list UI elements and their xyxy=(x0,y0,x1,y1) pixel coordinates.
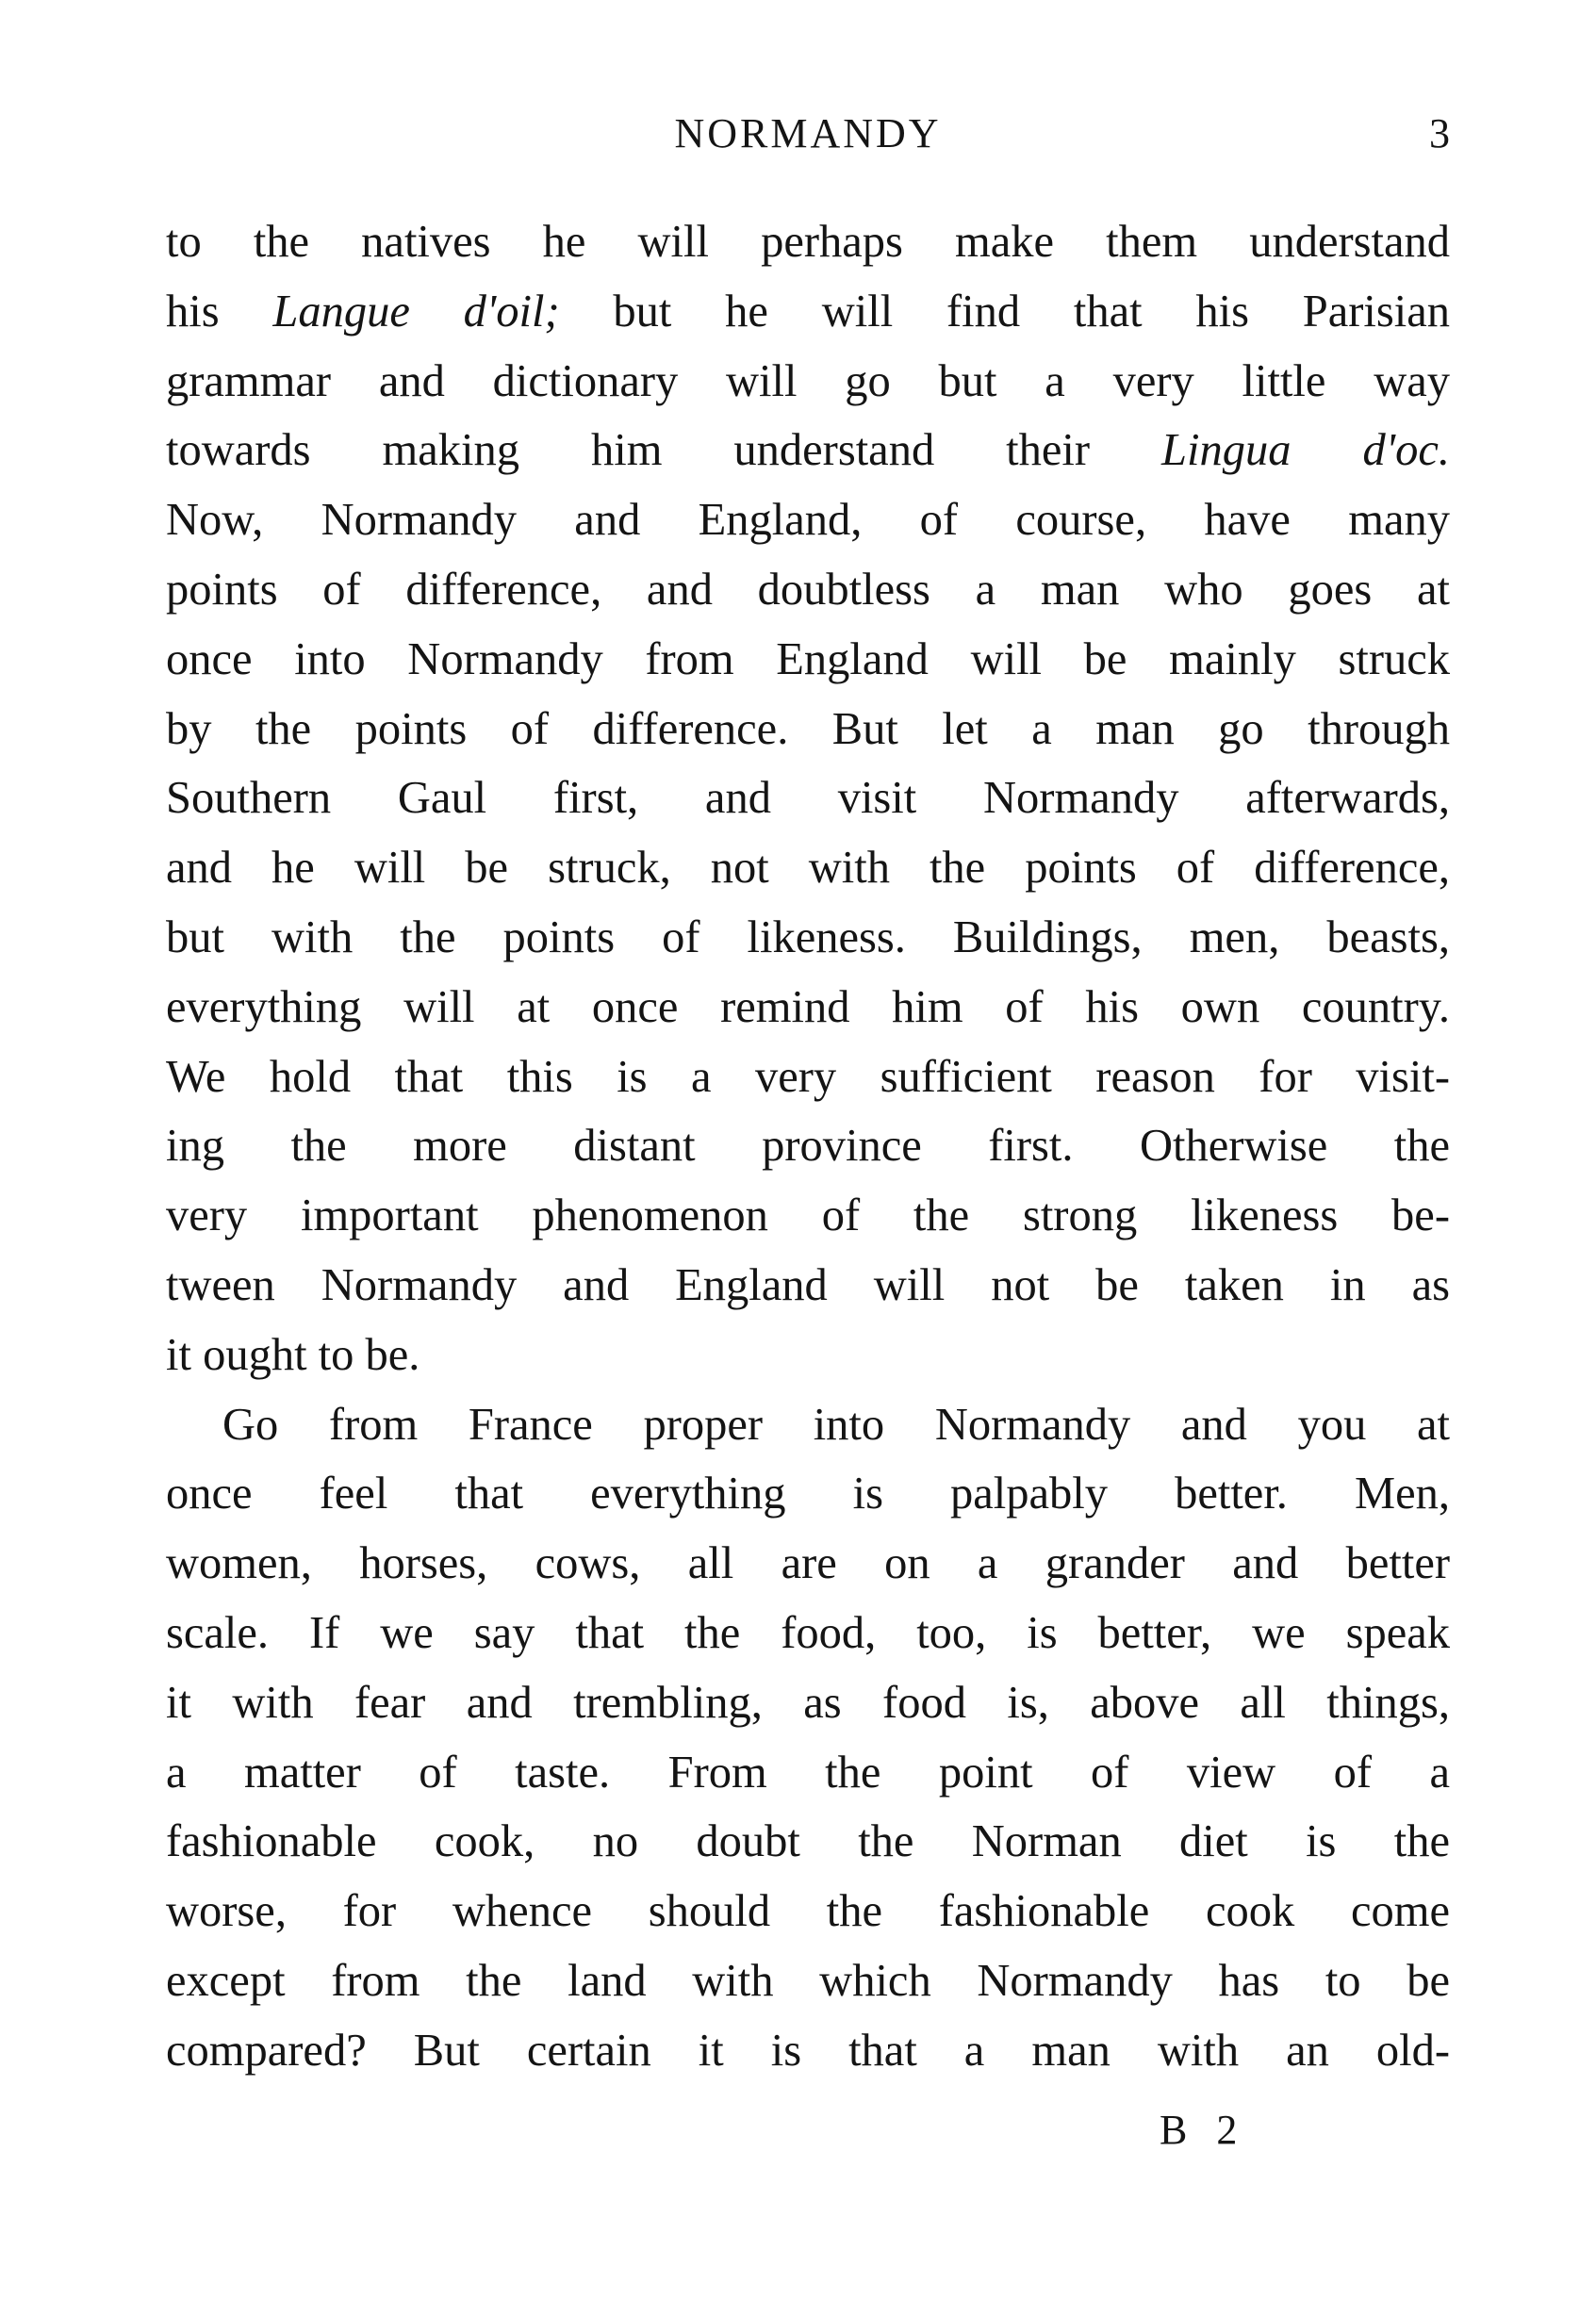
text-line xyxy=(166,277,1450,347)
text-line: grammar and dictionary will go but a very little way xyxy=(166,355,1450,406)
text-line-last: it ought to be. xyxy=(166,1329,420,1380)
text-line: everything will at once remind him of his own country. xyxy=(166,981,1450,1032)
paragraph-1 xyxy=(166,207,1450,1390)
text-line: once feel that everything is palpably better. Men, xyxy=(166,1469,1450,1519)
text-fragment: but he will find that his Parisian xyxy=(559,286,1451,337)
text-line: by the points of difference. But let a man go through xyxy=(166,703,1450,754)
text-line: Southern Gaul first, and visit Normandy afterwards, xyxy=(166,773,1450,824)
text-line-indented: Go from France proper into Normandy and you at xyxy=(222,1399,1450,1450)
running-head xyxy=(166,106,1450,162)
running-title: NORMANDY xyxy=(674,110,942,156)
text-line: except from the land with which Normandy has to be xyxy=(166,1955,1450,2006)
signature-mark: B 2 xyxy=(1160,2107,1247,2153)
text-line: to the natives he will perhaps make them understand xyxy=(166,217,1450,267)
text-line: once into Normandy from England will be mainly struck xyxy=(166,633,1450,684)
italic-term-lingua-doc: Lingua d'oc. xyxy=(1161,425,1450,476)
text-line: Now, Normandy and England, of course, have many xyxy=(166,495,1450,546)
text-line: women, horses, cows, all are on a grander and better xyxy=(166,1538,1450,1589)
text-fragment: towards making him understand their xyxy=(166,425,1162,476)
text-line: scale. If we say that the food, too, is better, we speak xyxy=(166,1607,1450,1658)
text-line: very important phenomenon of the strong likeness be- xyxy=(166,1191,1450,1241)
italic-term-langue-doil: Langue d'oil; xyxy=(272,286,560,337)
paragraph-2 xyxy=(166,1390,1450,2086)
text-line: a matter of taste. From the point of view of a xyxy=(166,1747,1450,1798)
page-number: 3 xyxy=(1429,110,1450,156)
text-line: it with fear and trembling, as food is, above all things, xyxy=(166,1677,1450,1728)
text-line: compared? But certain it is that a man with an old- xyxy=(166,2025,1450,2076)
text-line: ing the more distant province first. Otherwise the xyxy=(166,1121,1450,1172)
body-text xyxy=(166,207,1450,2086)
text-line: tween Normandy and England will not be taken in as xyxy=(166,1259,1450,1310)
text-line: points of difference, and doubtless a man who goes at xyxy=(166,564,1450,615)
text-line xyxy=(166,416,1450,485)
text-line: but with the points of likeness. Buildings, men, beasts, xyxy=(166,911,1450,962)
text-line: We hold that this is a very sufficient reason for visit- xyxy=(166,1051,1450,1102)
text-line: worse, for whence should the fashionable cook come xyxy=(166,1886,1450,1937)
text-line: fashionable cook, no doubt the Norman diet is the xyxy=(166,1816,1450,1867)
text-fragment: his xyxy=(166,286,273,337)
text-line: and he will be struck, not with the points of difference, xyxy=(166,843,1450,894)
